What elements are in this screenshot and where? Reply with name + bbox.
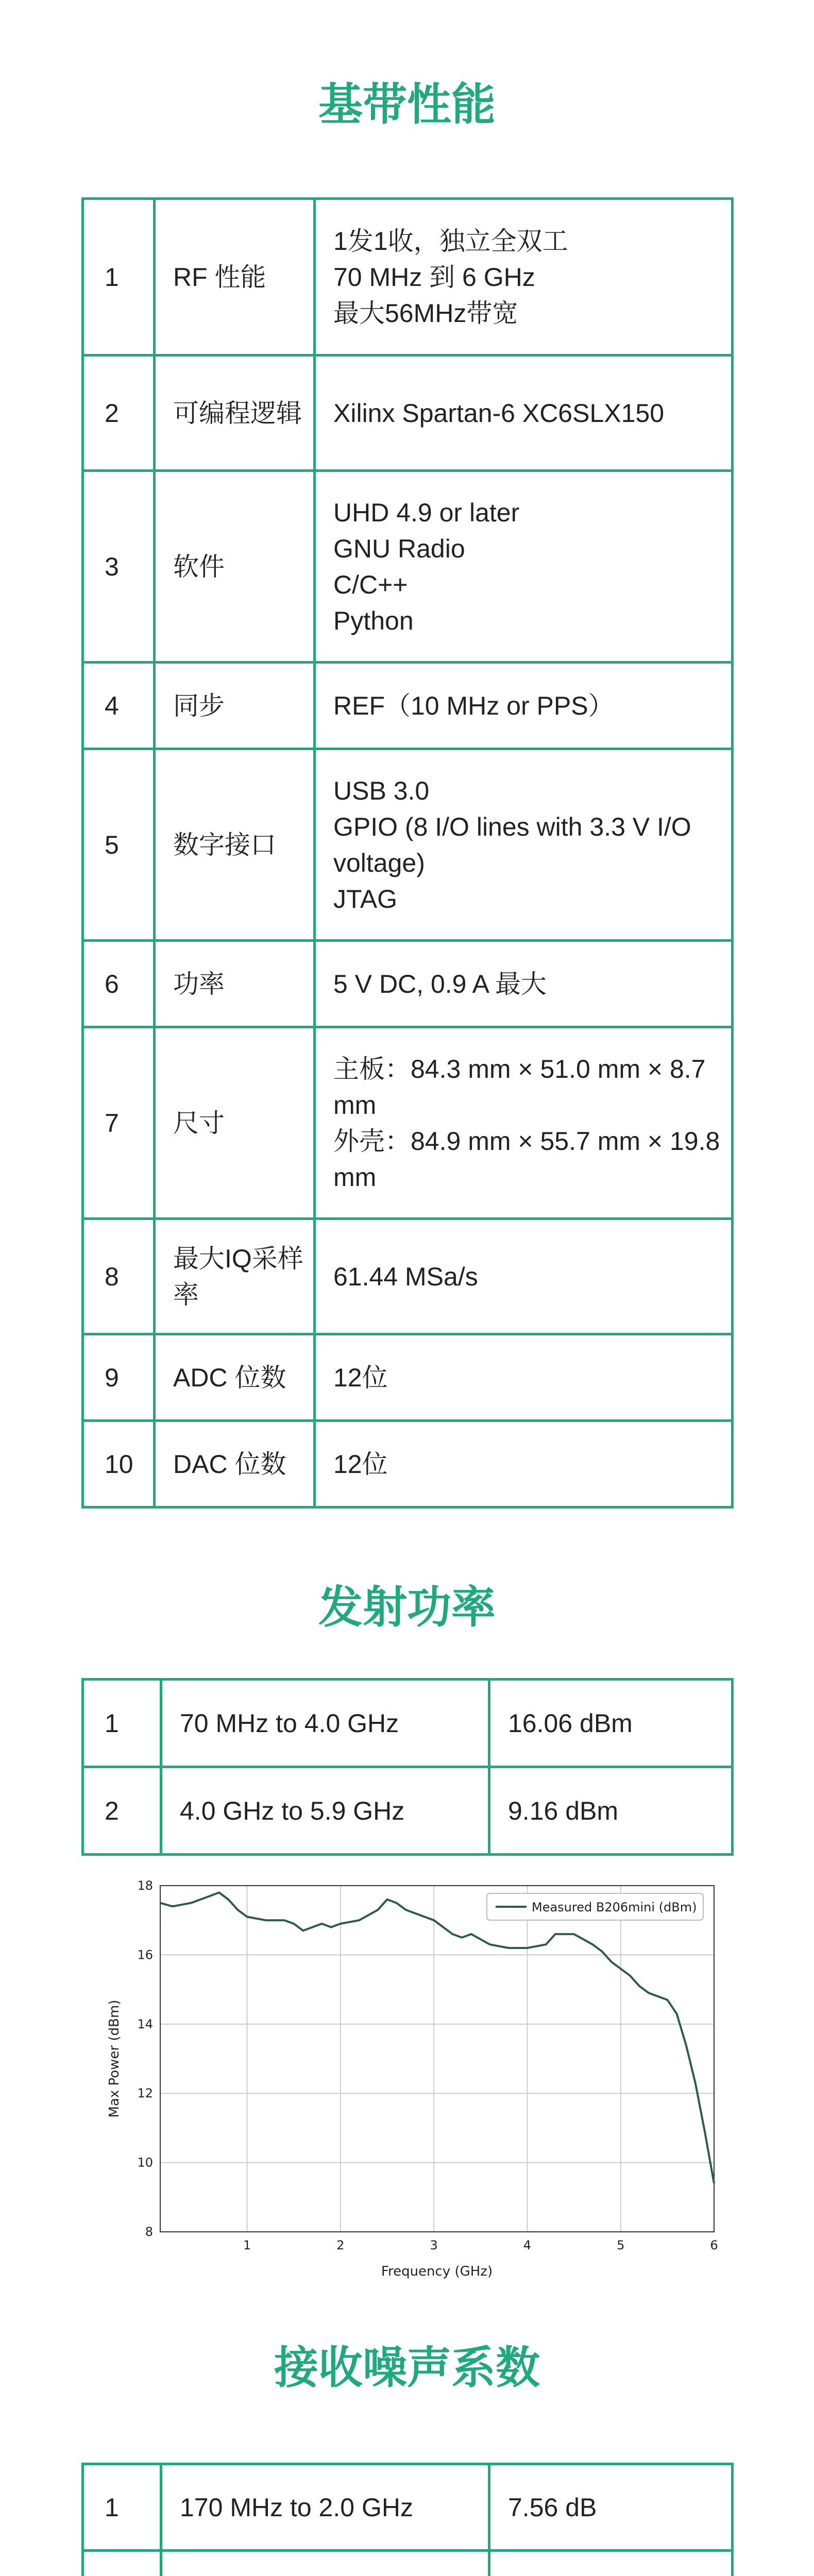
spec-label: 最大IQ采样率	[155, 1219, 315, 1334]
row-number: 1	[83, 2464, 161, 2551]
tx-power-chart	[103, 1873, 719, 2285]
spec-value: 61.44 MSa/s	[315, 1219, 733, 1334]
spec-label: 同步	[155, 663, 315, 749]
chart-x-tick-label: 5	[617, 2238, 625, 2252]
chart-x-axis-label: Frequency (GHz)	[381, 2264, 493, 2279]
frequency-range	[161, 2551, 489, 2576]
chart-y-tick-label: 16	[137, 1947, 153, 1962]
spec-label: 功率	[155, 941, 315, 1027]
chart-x-tick-label: 1	[243, 2238, 251, 2252]
table-row	[83, 1219, 733, 1334]
table-row	[83, 2464, 733, 2551]
row-number: 1	[83, 1680, 161, 1767]
chart-y-tick-label: 10	[137, 2155, 153, 2170]
spec-label: ADC 位数	[155, 1334, 315, 1421]
spec-label: 可编程逻辑	[155, 355, 315, 471]
section-title-baseband: 基带性能	[318, 79, 496, 130]
measured-value: 16.06 dBm	[489, 1680, 733, 1767]
chart-y-tick-label: 8	[145, 2225, 153, 2239]
row-number: 9	[83, 1334, 155, 1421]
spec-label: 尺寸	[155, 1027, 315, 1219]
chart-x-tick-label: 6	[710, 2238, 718, 2252]
measured-value: 7.56 dB	[489, 2464, 733, 2551]
table-row	[83, 1334, 733, 1421]
spec-value: REF（10 MHz or PPS）	[315, 663, 733, 749]
row-number: 2	[83, 355, 155, 471]
row-number	[83, 2551, 161, 2576]
noise-figure-table	[81, 2463, 734, 2576]
table-row	[83, 1680, 733, 1767]
table-row	[83, 2551, 733, 2576]
section-title-tx-power: 发射功率	[318, 1582, 496, 1633]
spec-value: USB 3.0 GPIO (8 I/O lines with 3.3 V I/O voltage) JTAG	[315, 749, 733, 941]
spec-value: 主板：84.3 mm × 51.0 mm × 8.7 mm 外壳：84.9 mm × 55.7 mm × 19.8 mm	[315, 1027, 733, 1219]
row-number: 6	[83, 941, 155, 1027]
row-number: 3	[83, 471, 155, 663]
frequency-range: 170 MHz to 2.0 GHz	[161, 2464, 489, 2551]
spec-label: 数字接口	[155, 749, 315, 941]
chart-y-tick-label: 12	[137, 2086, 153, 2101]
table-row	[83, 749, 733, 941]
spec-value: UHD 4.9 or later GNU Radio C/C++ Python	[315, 471, 733, 663]
table-row	[83, 199, 733, 355]
spec-value: Xilinx Spartan-6 XC6SLX150	[315, 355, 733, 471]
spec-value: 1发1收，独立全双工 70 MHz 到 6 GHz 最大56MHz带宽	[315, 199, 733, 355]
row-number: 1	[83, 199, 155, 355]
spec-value: 12位	[315, 1334, 733, 1421]
measured-value: 9.16 dBm	[489, 1767, 733, 1855]
row-number: 7	[83, 1027, 155, 1219]
chart-y-tick-label: 14	[137, 2016, 153, 2031]
row-number: 4	[83, 663, 155, 749]
baseband-spec-table	[81, 197, 734, 1509]
table-row	[83, 355, 733, 471]
table-row	[83, 1767, 733, 1855]
tx-power-table	[81, 1678, 734, 1856]
table-row	[83, 471, 733, 663]
spec-value: 12位	[315, 1421, 733, 1507]
spec-value: 5 V DC, 0.9 A 最大	[315, 941, 733, 1027]
spec-label: 软件	[155, 471, 315, 663]
table-row	[83, 1027, 733, 1219]
chart-frame	[160, 1886, 714, 2232]
chart-x-tick-label: 4	[523, 2238, 532, 2252]
spec-label: DAC 位数	[155, 1421, 315, 1507]
frequency-range: 70 MHz to 4.0 GHz	[161, 1680, 489, 1767]
row-number: 5	[83, 749, 155, 941]
row-number: 2	[83, 1767, 161, 1855]
chart-grid	[160, 1886, 714, 2232]
measured-value	[489, 2551, 733, 2576]
frequency-range: 4.0 GHz to 5.9 GHz	[161, 1767, 489, 1855]
chart-legend	[487, 1893, 703, 1920]
section-title-noise-figure: 接收噪声系数	[274, 2342, 540, 2394]
spec-label: RF 性能	[155, 199, 315, 355]
table-row	[83, 941, 733, 1027]
table-row	[83, 1421, 733, 1507]
chart-y-axis-label: Max Power (dBm)	[107, 1999, 122, 2118]
row-number: 8	[83, 1219, 155, 1334]
chart-x-tick-label: 2	[336, 2238, 345, 2252]
chart-x-tick-label: 3	[430, 2238, 438, 2252]
table-row	[83, 663, 733, 749]
chart-series-line	[160, 1892, 714, 2183]
chart-y-tick-label: 18	[137, 1878, 153, 1893]
row-number: 10	[83, 1421, 155, 1507]
legend-label: Measured B206mini (dBm)	[532, 1900, 697, 1914]
